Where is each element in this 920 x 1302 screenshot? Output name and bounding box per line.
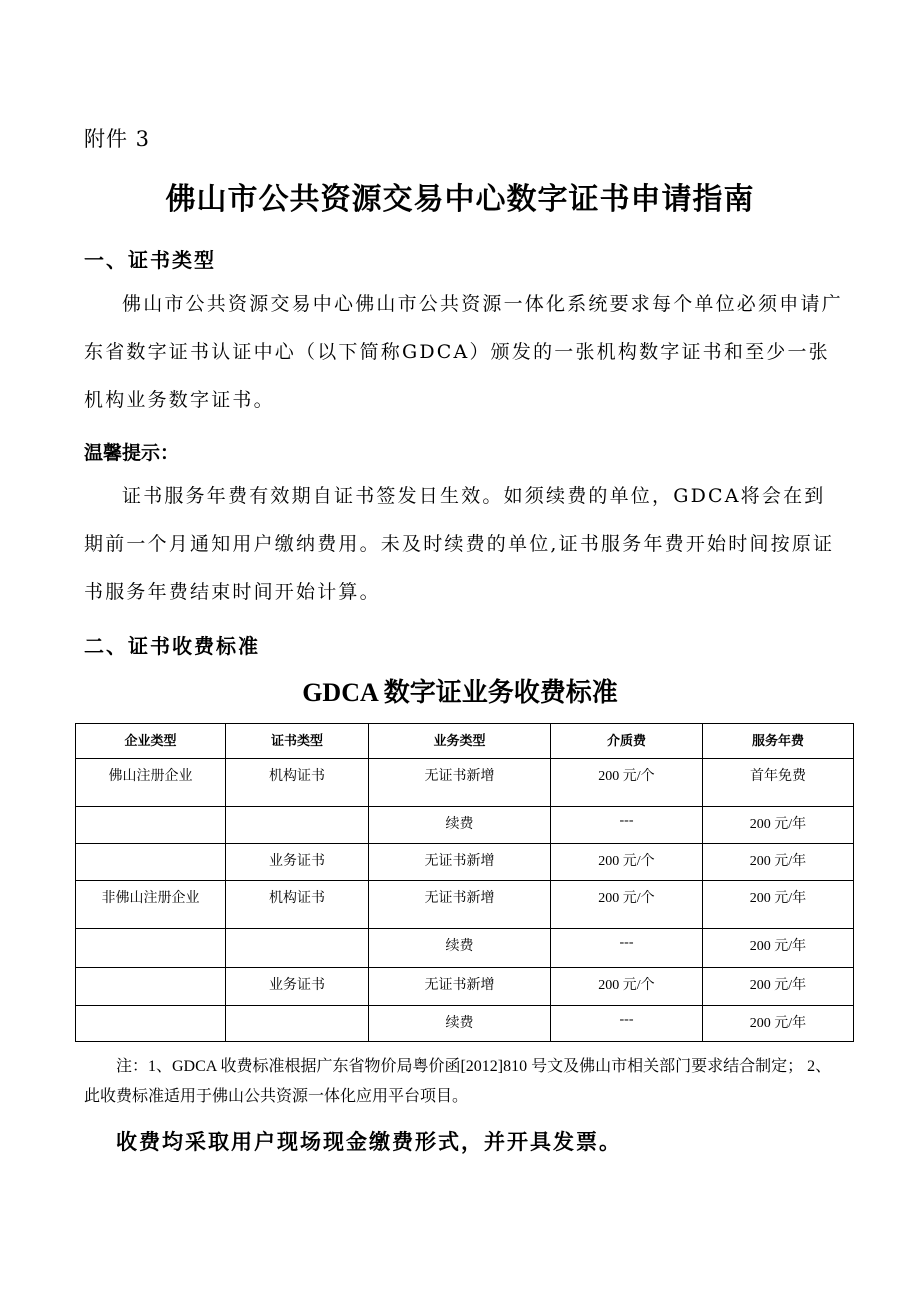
fee-table — [75, 723, 854, 1042]
table-cell: 无证书新增 — [369, 968, 551, 1006]
table-cell: --- — [551, 1006, 703, 1042]
col-header: 介质费 — [551, 724, 703, 759]
section1-paragraph — [84, 280, 844, 424]
table-row — [76, 844, 854, 881]
table-cell: 续费 — [369, 1006, 551, 1042]
table-cell — [76, 968, 226, 1006]
attachment-label: 附件 3 — [84, 127, 151, 151]
table-cell: 机构证书 — [226, 881, 369, 929]
table-row — [76, 807, 854, 844]
table-cell: --- — [551, 929, 703, 968]
table-row — [76, 759, 854, 807]
table-cell: 200 元/个 — [551, 881, 703, 929]
table-cell: 200 元/个 — [551, 968, 703, 1006]
table-cell: 业务证书 — [226, 844, 369, 881]
table-cell: 续费 — [369, 929, 551, 968]
section1-heading: 一、证书类型 — [84, 248, 216, 272]
payment-statement: 收费均采取用户现场现金缴费形式，并开具发票。 — [116, 1130, 622, 1154]
table-cell: --- — [551, 807, 703, 844]
table-cell: 佛山注册企业 — [76, 759, 226, 807]
col-header: 企业类型 — [76, 724, 226, 759]
table-cell: 机构证书 — [226, 759, 369, 807]
table-cell: 200 元/年 — [703, 968, 854, 1006]
table-row — [76, 968, 854, 1006]
table-cell: 200 元/年 — [703, 844, 854, 881]
table-note — [84, 1052, 844, 1112]
table-cell: 200 元/年 — [703, 807, 854, 844]
table-cell: 非佛山注册企业 — [76, 881, 226, 929]
table-row — [76, 929, 854, 968]
section1-text: 佛山市公共资源交易中心佛山市公共资源一体化系统要求每个单位必须申请广东省数字证书认证中心（以下简称GDCA）颁发的一张机构数字证书和至少一张机构业务数字证书。 — [84, 293, 843, 411]
page-title: 佛山市公共资源交易中心数字证书申请指南 — [165, 182, 755, 217]
tip-paragraph — [84, 472, 844, 616]
table-cell: 200 元/个 — [551, 844, 703, 881]
table-title: GDCA 数字证业务收费标准 — [302, 678, 618, 707]
table-cell — [76, 1006, 226, 1042]
table-cell — [76, 844, 226, 881]
table-cell: 续费 — [369, 807, 551, 844]
col-header: 证书类型 — [226, 724, 369, 759]
table-cell — [226, 807, 369, 844]
table-cell: 无证书新增 — [369, 881, 551, 929]
table-row — [76, 881, 854, 929]
table-cell: 业务证书 — [226, 968, 369, 1006]
table-cell: 200 元/年 — [703, 881, 854, 929]
table-cell — [226, 929, 369, 968]
table-cell — [76, 807, 226, 844]
table-cell — [226, 1006, 369, 1042]
table-header-row — [76, 724, 854, 759]
table-cell: 200 元/年 — [703, 1006, 854, 1042]
table-cell: 无证书新增 — [369, 759, 551, 807]
table-row — [76, 1006, 854, 1042]
col-header: 业务类型 — [369, 724, 551, 759]
tip-heading: 温馨提示： — [84, 442, 180, 464]
table-cell: 无证书新增 — [369, 844, 551, 881]
table-cell — [76, 929, 226, 968]
table-cell: 首年免费 — [703, 759, 854, 807]
table-cell: 200 元/个 — [551, 759, 703, 807]
note-text: 注：1、GDCA 收费标准根据广东省物价局粤价函[2012]810 号文及佛山市相关部门要求结合制定； 2、此收费标准适用于佛山公共资源一体化应用平台项目。 — [84, 1058, 832, 1105]
tip-text: 证书服务年费有效期自证书签发日生效。如须续费的单位，GDCA将会在到期前一个月通知用户缴纳费用。未及时续费的单位,证书服务年费开始时间按原证书服务年费结束时间开始计算。 — [84, 485, 835, 603]
section2-heading: 二、证书收费标准 — [84, 634, 260, 658]
table-cell: 200 元/年 — [703, 929, 854, 968]
col-header: 服务年费 — [703, 724, 854, 759]
